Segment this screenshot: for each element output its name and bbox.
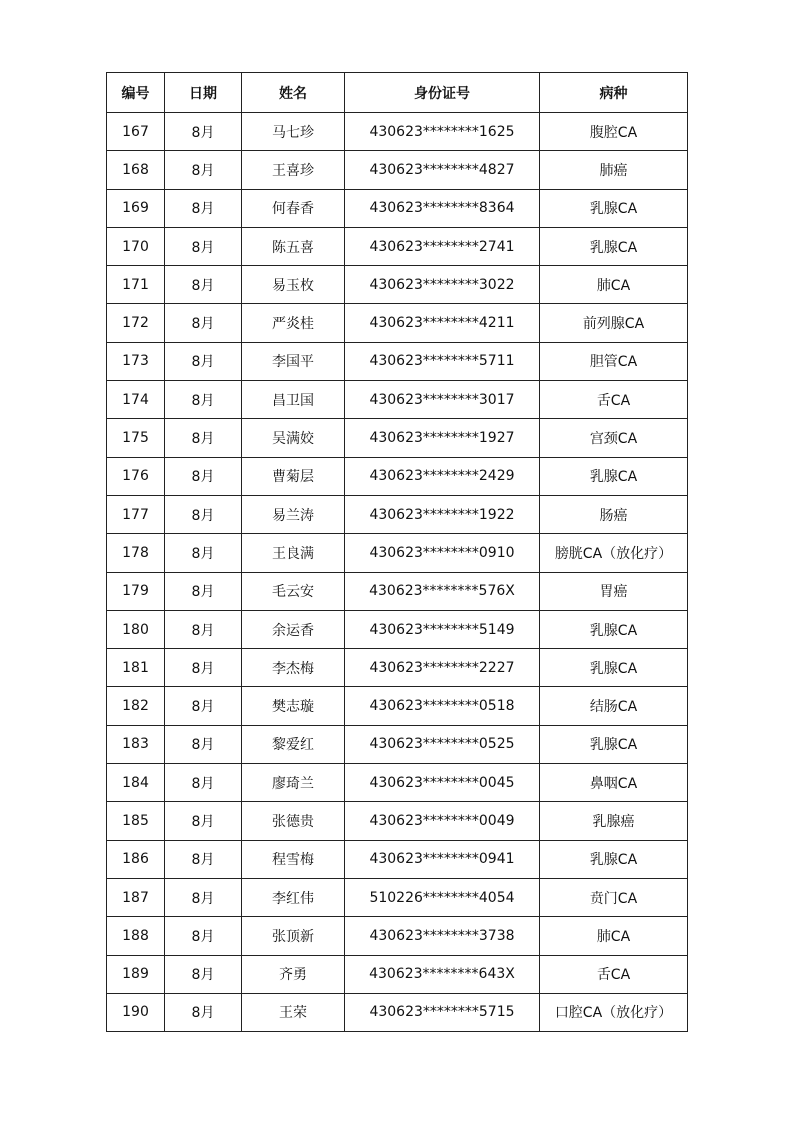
cell-number: 168 (107, 151, 165, 189)
cell-name: 何春香 (242, 189, 345, 227)
table-row (107, 572, 688, 610)
cell-date: 8月 (165, 572, 242, 610)
cell-number: 167 (107, 113, 165, 151)
table-row (107, 649, 688, 687)
cell-id-number: 430623********4211 (345, 304, 540, 342)
cell-date: 8月 (165, 381, 242, 419)
table-row (107, 610, 688, 648)
cell-disease: 胆管CA (540, 342, 688, 380)
cell-name: 余运香 (242, 610, 345, 648)
cell-id-number: 430623********0045 (345, 764, 540, 802)
header-name: 姓名 (242, 73, 345, 113)
cell-disease: 肺CA (540, 917, 688, 955)
cell-disease: 乳腺CA (540, 189, 688, 227)
cell-id-number: 430623********0941 (345, 840, 540, 878)
cell-name: 毛云安 (242, 572, 345, 610)
cell-number: 182 (107, 687, 165, 725)
cell-date: 8月 (165, 610, 242, 648)
cell-name: 严炎桂 (242, 304, 345, 342)
cell-name: 易兰涛 (242, 495, 345, 533)
cell-name: 陈五喜 (242, 227, 345, 265)
cell-date: 8月 (165, 878, 242, 916)
cell-number: 176 (107, 457, 165, 495)
cell-number: 169 (107, 189, 165, 227)
cell-disease: 前列腺CA (540, 304, 688, 342)
cell-disease: 肺CA (540, 266, 688, 304)
cell-disease: 宫颈CA (540, 419, 688, 457)
cell-name: 李杰梅 (242, 649, 345, 687)
cell-number: 190 (107, 993, 165, 1031)
cell-disease: 鼻咽CA (540, 764, 688, 802)
cell-name: 马七珍 (242, 113, 345, 151)
cell-name: 吴满姣 (242, 419, 345, 457)
cell-date: 8月 (165, 189, 242, 227)
cell-number: 183 (107, 725, 165, 763)
cell-name: 李红伟 (242, 878, 345, 916)
table-row (107, 955, 688, 993)
table-row (107, 304, 688, 342)
cell-id-number: 510226********4054 (345, 878, 540, 916)
cell-disease: 腹腔CA (540, 113, 688, 151)
cell-disease: 贲门CA (540, 878, 688, 916)
cell-number: 180 (107, 610, 165, 648)
cell-id-number: 430623********3017 (345, 381, 540, 419)
cell-date: 8月 (165, 266, 242, 304)
cell-date: 8月 (165, 342, 242, 380)
table-row (107, 419, 688, 457)
table-row (107, 266, 688, 304)
cell-id-number: 430623********0049 (345, 802, 540, 840)
cell-date: 8月 (165, 725, 242, 763)
cell-number: 189 (107, 955, 165, 993)
cell-date: 8月 (165, 304, 242, 342)
table-row (107, 189, 688, 227)
header-date: 日期 (165, 73, 242, 113)
table-row (107, 457, 688, 495)
cell-name: 易玉枚 (242, 266, 345, 304)
cell-disease: 乳腺CA (540, 227, 688, 265)
table-row (107, 802, 688, 840)
table-row (107, 993, 688, 1031)
cell-id-number: 430623********2429 (345, 457, 540, 495)
cell-disease: 结肠CA (540, 687, 688, 725)
cell-date: 8月 (165, 419, 242, 457)
header-number: 编号 (107, 73, 165, 113)
cell-name: 王荣 (242, 993, 345, 1031)
cell-id-number: 430623********5149 (345, 610, 540, 648)
cell-disease: 乳腺CA (540, 840, 688, 878)
cell-disease: 胃癌 (540, 572, 688, 610)
table-row (107, 534, 688, 572)
cell-id-number: 430623********3022 (345, 266, 540, 304)
cell-number: 174 (107, 381, 165, 419)
table-row (107, 113, 688, 151)
cell-number: 188 (107, 917, 165, 955)
cell-number: 187 (107, 878, 165, 916)
table-row (107, 917, 688, 955)
cell-date: 8月 (165, 955, 242, 993)
cell-number: 178 (107, 534, 165, 572)
cell-number: 175 (107, 419, 165, 457)
cell-id-number: 430623********1922 (345, 495, 540, 533)
cell-number: 170 (107, 227, 165, 265)
cell-name: 曹菊层 (242, 457, 345, 495)
cell-disease: 口腔CA（放化疗） (540, 993, 688, 1031)
cell-date: 8月 (165, 227, 242, 265)
cell-number: 179 (107, 572, 165, 610)
table-row (107, 151, 688, 189)
table-row (107, 381, 688, 419)
cell-name: 张顶新 (242, 917, 345, 955)
cell-disease: 舌CA (540, 381, 688, 419)
cell-id-number: 430623********2741 (345, 227, 540, 265)
cell-name: 齐勇 (242, 955, 345, 993)
cell-disease: 肠癌 (540, 495, 688, 533)
cell-id-number: 430623********8364 (345, 189, 540, 227)
header-disease: 病种 (540, 73, 688, 113)
cell-date: 8月 (165, 151, 242, 189)
table-row (107, 725, 688, 763)
cell-name: 黎爱红 (242, 725, 345, 763)
cell-id-number: 430623********1625 (345, 113, 540, 151)
cell-id-number: 430623********5711 (345, 342, 540, 380)
cell-disease: 乳腺癌 (540, 802, 688, 840)
table-row (107, 764, 688, 802)
cell-date: 8月 (165, 113, 242, 151)
cell-number: 181 (107, 649, 165, 687)
cell-id-number: 430623********5715 (345, 993, 540, 1031)
cell-disease: 肺癌 (540, 151, 688, 189)
cell-date: 8月 (165, 764, 242, 802)
cell-number: 177 (107, 495, 165, 533)
table-row (107, 687, 688, 725)
cell-disease: 乳腺CA (540, 457, 688, 495)
cell-name: 张德贵 (242, 802, 345, 840)
cell-disease: 舌CA (540, 955, 688, 993)
cell-date: 8月 (165, 495, 242, 533)
cell-name: 廖琦兰 (242, 764, 345, 802)
cell-number: 184 (107, 764, 165, 802)
cell-number: 172 (107, 304, 165, 342)
cell-id-number: 430623********0518 (345, 687, 540, 725)
cell-date: 8月 (165, 687, 242, 725)
table-row (107, 495, 688, 533)
cell-id-number: 430623********2227 (345, 649, 540, 687)
table-row (107, 840, 688, 878)
cell-name: 昌卫国 (242, 381, 345, 419)
header-row (107, 73, 688, 113)
header-id-number: 身份证号 (345, 73, 540, 113)
cell-disease: 乳腺CA (540, 725, 688, 763)
cell-id-number: 430623********4827 (345, 151, 540, 189)
table-row (107, 878, 688, 916)
cell-id-number: 430623********576X (345, 572, 540, 610)
cell-date: 8月 (165, 840, 242, 878)
cell-date: 8月 (165, 649, 242, 687)
cell-id-number: 430623********1927 (345, 419, 540, 457)
cell-name: 程雪梅 (242, 840, 345, 878)
cell-disease: 膀胱CA（放化疗） (540, 534, 688, 572)
cell-number: 173 (107, 342, 165, 380)
cell-id-number: 430623********3738 (345, 917, 540, 955)
cell-id-number: 430623********0525 (345, 725, 540, 763)
cell-date: 8月 (165, 917, 242, 955)
cell-id-number: 430623********0910 (345, 534, 540, 572)
cell-number: 185 (107, 802, 165, 840)
cell-name: 王喜珍 (242, 151, 345, 189)
cell-date: 8月 (165, 534, 242, 572)
cell-number: 186 (107, 840, 165, 878)
cell-number: 171 (107, 266, 165, 304)
cell-disease: 乳腺CA (540, 610, 688, 648)
patient-table (106, 72, 688, 1032)
cell-id-number: 430623********643X (345, 955, 540, 993)
cell-name: 李国平 (242, 342, 345, 380)
table-row (107, 342, 688, 380)
cell-date: 8月 (165, 802, 242, 840)
table-row (107, 227, 688, 265)
cell-disease: 乳腺CA (540, 649, 688, 687)
cell-date: 8月 (165, 457, 242, 495)
cell-name: 樊志璇 (242, 687, 345, 725)
cell-date: 8月 (165, 993, 242, 1031)
cell-name: 王良满 (242, 534, 345, 572)
